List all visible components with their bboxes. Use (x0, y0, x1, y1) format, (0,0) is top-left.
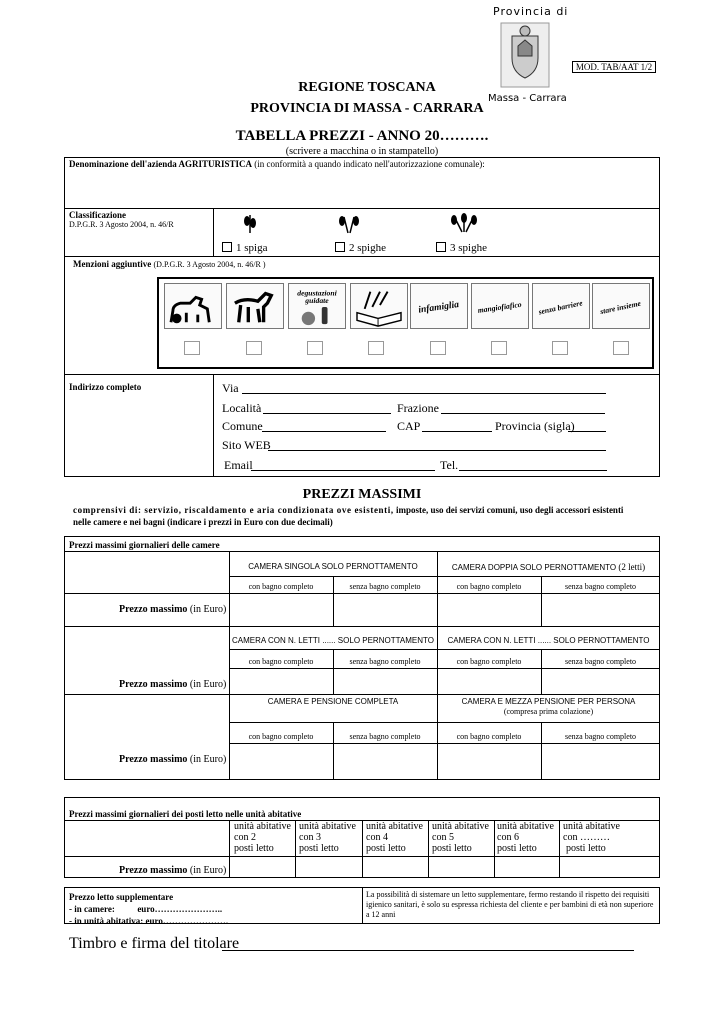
mention-checkbox-6[interactable] (491, 341, 507, 355)
spiga-3-icon (448, 212, 480, 234)
with-bath-label: con bagno completo (248, 732, 314, 741)
mention-checkbox-2[interactable] (246, 341, 262, 355)
max-price-label: Prezzo massimo (in Euro) (119, 679, 227, 690)
cap-label: CAP (397, 419, 421, 433)
form-subtitle: (scrivere a macchina o in stampatello) (285, 146, 439, 157)
tel-label: Tel. (440, 458, 459, 472)
without-bath-label: senza bagno completo (564, 582, 637, 591)
with-bath-label: con bagno completo (248, 657, 314, 666)
bed-price-input-3[interactable] (296, 857, 361, 877)
mention-checkbox-1[interactable] (184, 341, 200, 355)
company-note: (in conformità a quando indicato nell'autorizzazione comunale): (254, 159, 485, 169)
stare-insieme-icon (592, 283, 650, 329)
tel-input[interactable] (459, 470, 607, 471)
horse-icon (226, 283, 284, 329)
mangiofiafico-icon (471, 283, 529, 329)
checkbox-3-spighe[interactable] (436, 242, 446, 252)
without-bath-label: senza bagno completo (349, 582, 421, 591)
infamiglia-icon (410, 283, 468, 329)
bed-col-2: unità abitative con 2 posti letto (234, 821, 291, 854)
mention-checkbox-8[interactable] (613, 341, 629, 355)
bed-col-3: unità abitative con 3 posti letto (299, 821, 356, 854)
single-room-header: CAMERA SINGOLA SOLO PERNOTTAMENTO (248, 562, 418, 571)
extra-bed-rooms-line: - in camere: euro………………….. (69, 904, 223, 914)
with-bath-label: con bagno completo (456, 657, 522, 666)
company-name-input[interactable] (66, 172, 656, 206)
option-1-spiga[interactable]: 1 spiga (222, 242, 267, 254)
double-room-header: CAMERA DOPPIA SOLO PERNOTTAMENTO (2 letti) (451, 562, 646, 572)
svg-text:stare insieme: stare insieme (599, 298, 642, 317)
classification-label: Classificazione (69, 210, 126, 220)
without-bath-label: senza bagno completo (349, 657, 421, 666)
province-title: PROVINCIA DI MASSA - CARRARA (250, 101, 484, 116)
checkbox-2-spighe[interactable] (335, 242, 345, 252)
price-input-nletti-b-without-bath[interactable] (542, 669, 659, 693)
rooms-table-title: Prezzi massimi giornalieri delle camere (69, 540, 220, 550)
full-board-header: CAMERA E PENSIONE COMPLETA (267, 697, 399, 706)
comune-input[interactable] (262, 431, 386, 432)
cap-input[interactable] (422, 431, 492, 432)
mention-checkbox-4[interactable] (368, 341, 384, 355)
svg-text:guidate: guidate (305, 296, 329, 306)
senza-barriere-icon (532, 283, 590, 329)
company-label-row (69, 159, 485, 169)
extra-bed-note: La possibilità di sistemare un letto supplementare, fermo restando il rispetto dei requisiti igienico sanitari, è solo su espressa richiesta del cliente e per bambini di età non superiore a 12 anni (366, 890, 654, 919)
sito-input[interactable] (268, 450, 606, 451)
spiga-2-icon (336, 213, 362, 235)
option-2-spighe[interactable]: 2 spighe (335, 242, 386, 254)
extra-bed-info: Prezzo letto supplementare - in camere: euro………………….. - in unità abitativa: euro…………………. (69, 892, 229, 926)
localita-input[interactable] (263, 413, 391, 414)
email-input[interactable] (251, 470, 435, 471)
frazione-input[interactable] (441, 413, 605, 414)
bed-col-n: unità abitative con ……… posti letto (563, 821, 620, 854)
extra-bed-units-line: - in unità abitativa: euro…………………. (69, 916, 229, 926)
without-bath-label: senza bagno completo (564, 657, 637, 666)
frazione-label: Frazione (397, 401, 439, 415)
mention-checkbox-7[interactable] (552, 341, 568, 355)
without-bath-label: senza bagno completo (564, 732, 637, 741)
address-label: Indirizzo completo (69, 382, 142, 392)
without-bath-label: senza bagno completo (349, 732, 421, 741)
max-price-label: Prezzo massimo (in Euro) (119, 604, 227, 615)
classification-ref: D.P.G.R. 3 Agosto 2004, n. 46/R (69, 220, 174, 229)
sito-label: Sito WEB (222, 438, 271, 452)
mention-checkbox-3[interactable] (307, 341, 323, 355)
n-letti-room-header: CAMERA CON N. LETTI ...... SOLO PERNOTTAMENTO (447, 636, 650, 645)
province-coat-of-arms (500, 22, 550, 88)
via-label: Via (222, 381, 239, 395)
mentions-label: Menzioni aggiuntive (73, 259, 152, 269)
prices-desc-line2: nelle camere e nei bagni (indicare i prezzi in Euro con due decimali) (73, 517, 333, 527)
svg-text:degustazioni: degustazioni (297, 288, 337, 298)
bed-price-input-2[interactable] (230, 857, 294, 877)
half-board-note: (compresa prima colazione) (503, 707, 594, 716)
mentions-label-row (73, 259, 266, 269)
bed-col-5: unità abitative con 5 posti letto (432, 821, 489, 854)
with-bath-label: con bagno completo (248, 582, 314, 591)
price-input-full-board-with-bath[interactable] (230, 744, 332, 779)
max-price-label: Prezzo massimo (in Euro) (119, 754, 227, 765)
max-price-label: Prezzo massimo (in Euro) (119, 865, 227, 876)
spiga-1-icon (240, 213, 260, 235)
region-title: REGIONE TOSCANA (298, 80, 436, 95)
bed-col-4: unità abitative con 4 posti letto (366, 821, 423, 854)
n-letti-room-header: CAMERA CON N. LETTI ...... SOLO PERNOTTAMENTO (232, 636, 434, 645)
price-input-double-without-bath[interactable] (542, 594, 659, 625)
price-input-half-board-without-bath[interactable] (542, 744, 659, 779)
prices-desc-line1: comprensivi di: servizio, riscaldamento e aria condizionata ove esistenti, imposte, uso dei servizi comuni, uso degli accessori esistenti (73, 505, 624, 515)
signature-input[interactable] (222, 950, 634, 951)
bed-col-6: unità abitative con 6 posti letto (497, 821, 554, 854)
company-label: Denominazione dell'azienda AGRITURISTICA (69, 159, 253, 169)
model-code: MOD. TAB/AAT 1/2 (572, 61, 656, 73)
bed-price-input-6[interactable] (495, 857, 558, 877)
checkbox-1-spiga[interactable] (222, 242, 232, 252)
price-input-single-without-bath[interactable] (334, 594, 436, 625)
dog-cat-icon (164, 283, 222, 329)
book-icon (350, 283, 408, 329)
province-top-text: Provincia di (493, 5, 569, 18)
svg-text:infamiglia: infamiglia (417, 299, 460, 316)
comune-label: Comune (222, 419, 263, 433)
provincia-label: Provincia (sigla) (495, 419, 575, 433)
with-bath-label: con bagno completo (456, 732, 522, 741)
localita-label: Località (222, 401, 262, 415)
option-3-spighe[interactable]: 3 spighe (436, 242, 487, 254)
price-input-nletti-a-without-bath[interactable] (334, 669, 436, 693)
svg-text:mangiofiafico: mangiofiafico (477, 299, 523, 315)
mention-checkbox-5[interactable] (430, 341, 446, 355)
province-bottom-text: Massa - Carrara (488, 93, 567, 104)
degustazioni-guidate-icon (288, 283, 346, 329)
with-bath-label: con bagno completo (456, 582, 522, 591)
price-input-full-board-without-bath[interactable] (334, 744, 436, 779)
price-input-double-with-bath[interactable] (438, 594, 540, 625)
price-input-nletti-b-with-bath[interactable] (438, 669, 540, 693)
via-input[interactable] (242, 393, 606, 394)
price-input-half-board-with-bath[interactable] (438, 744, 540, 779)
half-board-header: CAMERA E MEZZA PENSIONE PER PERSONA (461, 697, 636, 706)
price-input-nletti-a-with-bath[interactable] (230, 669, 332, 693)
bed-price-input-n[interactable] (560, 857, 659, 877)
email-label: Email (224, 458, 253, 472)
price-input-single-with-bath[interactable] (230, 594, 332, 625)
beds-table-title: Prezzi massimi giornalieri dei posti letto nelle unità abitative (69, 809, 302, 819)
prices-title: PREZZI MASSIMI (302, 487, 422, 502)
bed-price-input-5[interactable] (429, 857, 493, 877)
provincia-input[interactable] (568, 431, 606, 432)
signature-label: Timbro e firma del titolare (69, 935, 240, 952)
svg-text:senza barriere: senza barriere (537, 298, 584, 317)
bed-price-input-4[interactable] (363, 857, 427, 877)
mentions-ref: (D.P.G.R. 3 Agosto 2004, n. 46/R ) (153, 260, 266, 269)
form-title: TABELLA PREZZI - ANNO 20………. (235, 128, 489, 144)
